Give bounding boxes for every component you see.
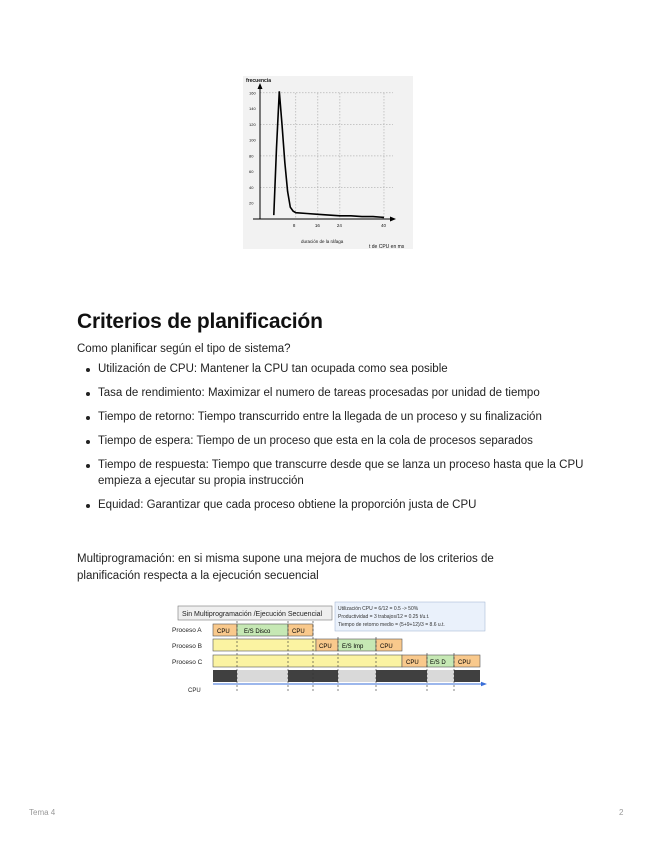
footer-page-number: 2 xyxy=(619,808,624,817)
a-cpu-label-2: CPU xyxy=(292,629,305,635)
y-tick-label: 40 xyxy=(249,184,254,190)
y-tick-label: 140 xyxy=(249,106,256,112)
a-io-label: E/S Disco xyxy=(244,629,271,635)
y-tick-label: 120 xyxy=(249,121,256,127)
y-tick-label: 80 xyxy=(249,153,254,159)
stat-throughput: Productividad = 3 trabajos/12 = 0.25 t/u.t. xyxy=(338,614,430,620)
c-cpu-label-1: CPU xyxy=(406,660,419,666)
y-tick-label: 20 xyxy=(249,200,254,206)
criteria-item: Tiempo de retorno: Tiempo transcurrido entre la llegada de un proceso y su finalización xyxy=(77,410,597,426)
cpu-busy-4 xyxy=(454,670,480,682)
c-io-label: E/S D xyxy=(430,660,446,666)
cpu-timeline-label: CPU xyxy=(188,688,201,693)
burst-duration-chart xyxy=(243,76,413,249)
intro-text: Como planificar según el tipo de sistema? xyxy=(77,343,291,355)
c-wait-block xyxy=(213,655,402,667)
x-axis-label: duración de la ráfaga xyxy=(301,239,344,244)
b-cpu-label-2: CPU xyxy=(380,644,393,650)
criteria-item: Tiempo de respuesta: Tiempo que transcurre desde que se lanza un proceso hasta que la CPU empieza a ejecutar su propia instrucción xyxy=(77,458,597,489)
cpu-idle-3 xyxy=(427,670,454,682)
x-tick-label: 8 xyxy=(292,223,296,228)
criteria-item: Tiempo de espera: Tiempo de un proceso que esta en la cola de procesos separados xyxy=(77,434,597,450)
criteria-item: Equidad: Garantizar que cada proceso obtiene la proporción justa de CPU xyxy=(77,498,597,514)
a-cpu-label-1: CPU xyxy=(217,629,230,635)
cpu-busy-1 xyxy=(213,670,237,682)
row-label-c: Proceso C xyxy=(172,659,203,666)
row-label-a: Proceso A xyxy=(172,627,202,634)
stat-turnaround: Tiempo de retorno medio = (5+9+12)/3 = 8.6 u.t. xyxy=(338,622,445,628)
cpu-busy-3 xyxy=(376,670,427,682)
b-io-label: E/S Imp xyxy=(342,644,364,650)
x-axis-arrow xyxy=(390,217,396,222)
x-tick-label: 16 xyxy=(314,223,320,228)
multiprogramming-paragraph: Multiprogramación: en si misma supone una mejora de muchos de los criterios de planificación respecta a la ejecución secuencial xyxy=(77,553,494,582)
criteria-item: Utilización de CPU: Mantener la CPU tan ocupada como sea posible xyxy=(77,362,597,378)
criteria-item: Tasa de rendimiento: Maximizar el numero de tareas procesadas por unidad de tiempo xyxy=(77,386,597,402)
cpu-idle-1 xyxy=(237,670,288,682)
cpu-busy-2 xyxy=(288,670,338,682)
c-cpu-label-2: CPU xyxy=(458,660,471,666)
burst-chart-svg xyxy=(243,76,413,249)
criteria-list xyxy=(77,362,597,522)
title-box-text: Sin Multiprogramación /Ejecución Secuencial xyxy=(182,611,323,618)
section-heading: Criterios de planificación xyxy=(77,310,323,333)
b-cpu-label-1: CPU xyxy=(319,644,332,650)
timeline-svg xyxy=(172,601,490,693)
burst-frequency-curve xyxy=(274,91,384,217)
x-tick-label: 24 xyxy=(336,223,342,228)
footer-chapter: Tema 4 xyxy=(29,808,56,817)
row-label-b: Proceso B xyxy=(172,643,202,650)
x-unit-label: t de CPU en ms xyxy=(369,244,405,249)
b-wait-block xyxy=(213,639,316,651)
y-tick-label: 100 xyxy=(249,137,256,143)
sequential-execution-diagram xyxy=(172,601,490,693)
y-tick-label: 160 xyxy=(249,90,256,96)
y-axis-label: frecuencia xyxy=(246,78,272,84)
x-tick-label: 40 xyxy=(380,223,386,228)
y-tick-label: 60 xyxy=(249,169,254,175)
time-axis-arrow xyxy=(481,682,487,686)
stat-utilization: Utilización CPU = 6/12 = 0.5 -> 50% xyxy=(338,606,419,612)
cpu-idle-2 xyxy=(338,670,376,682)
